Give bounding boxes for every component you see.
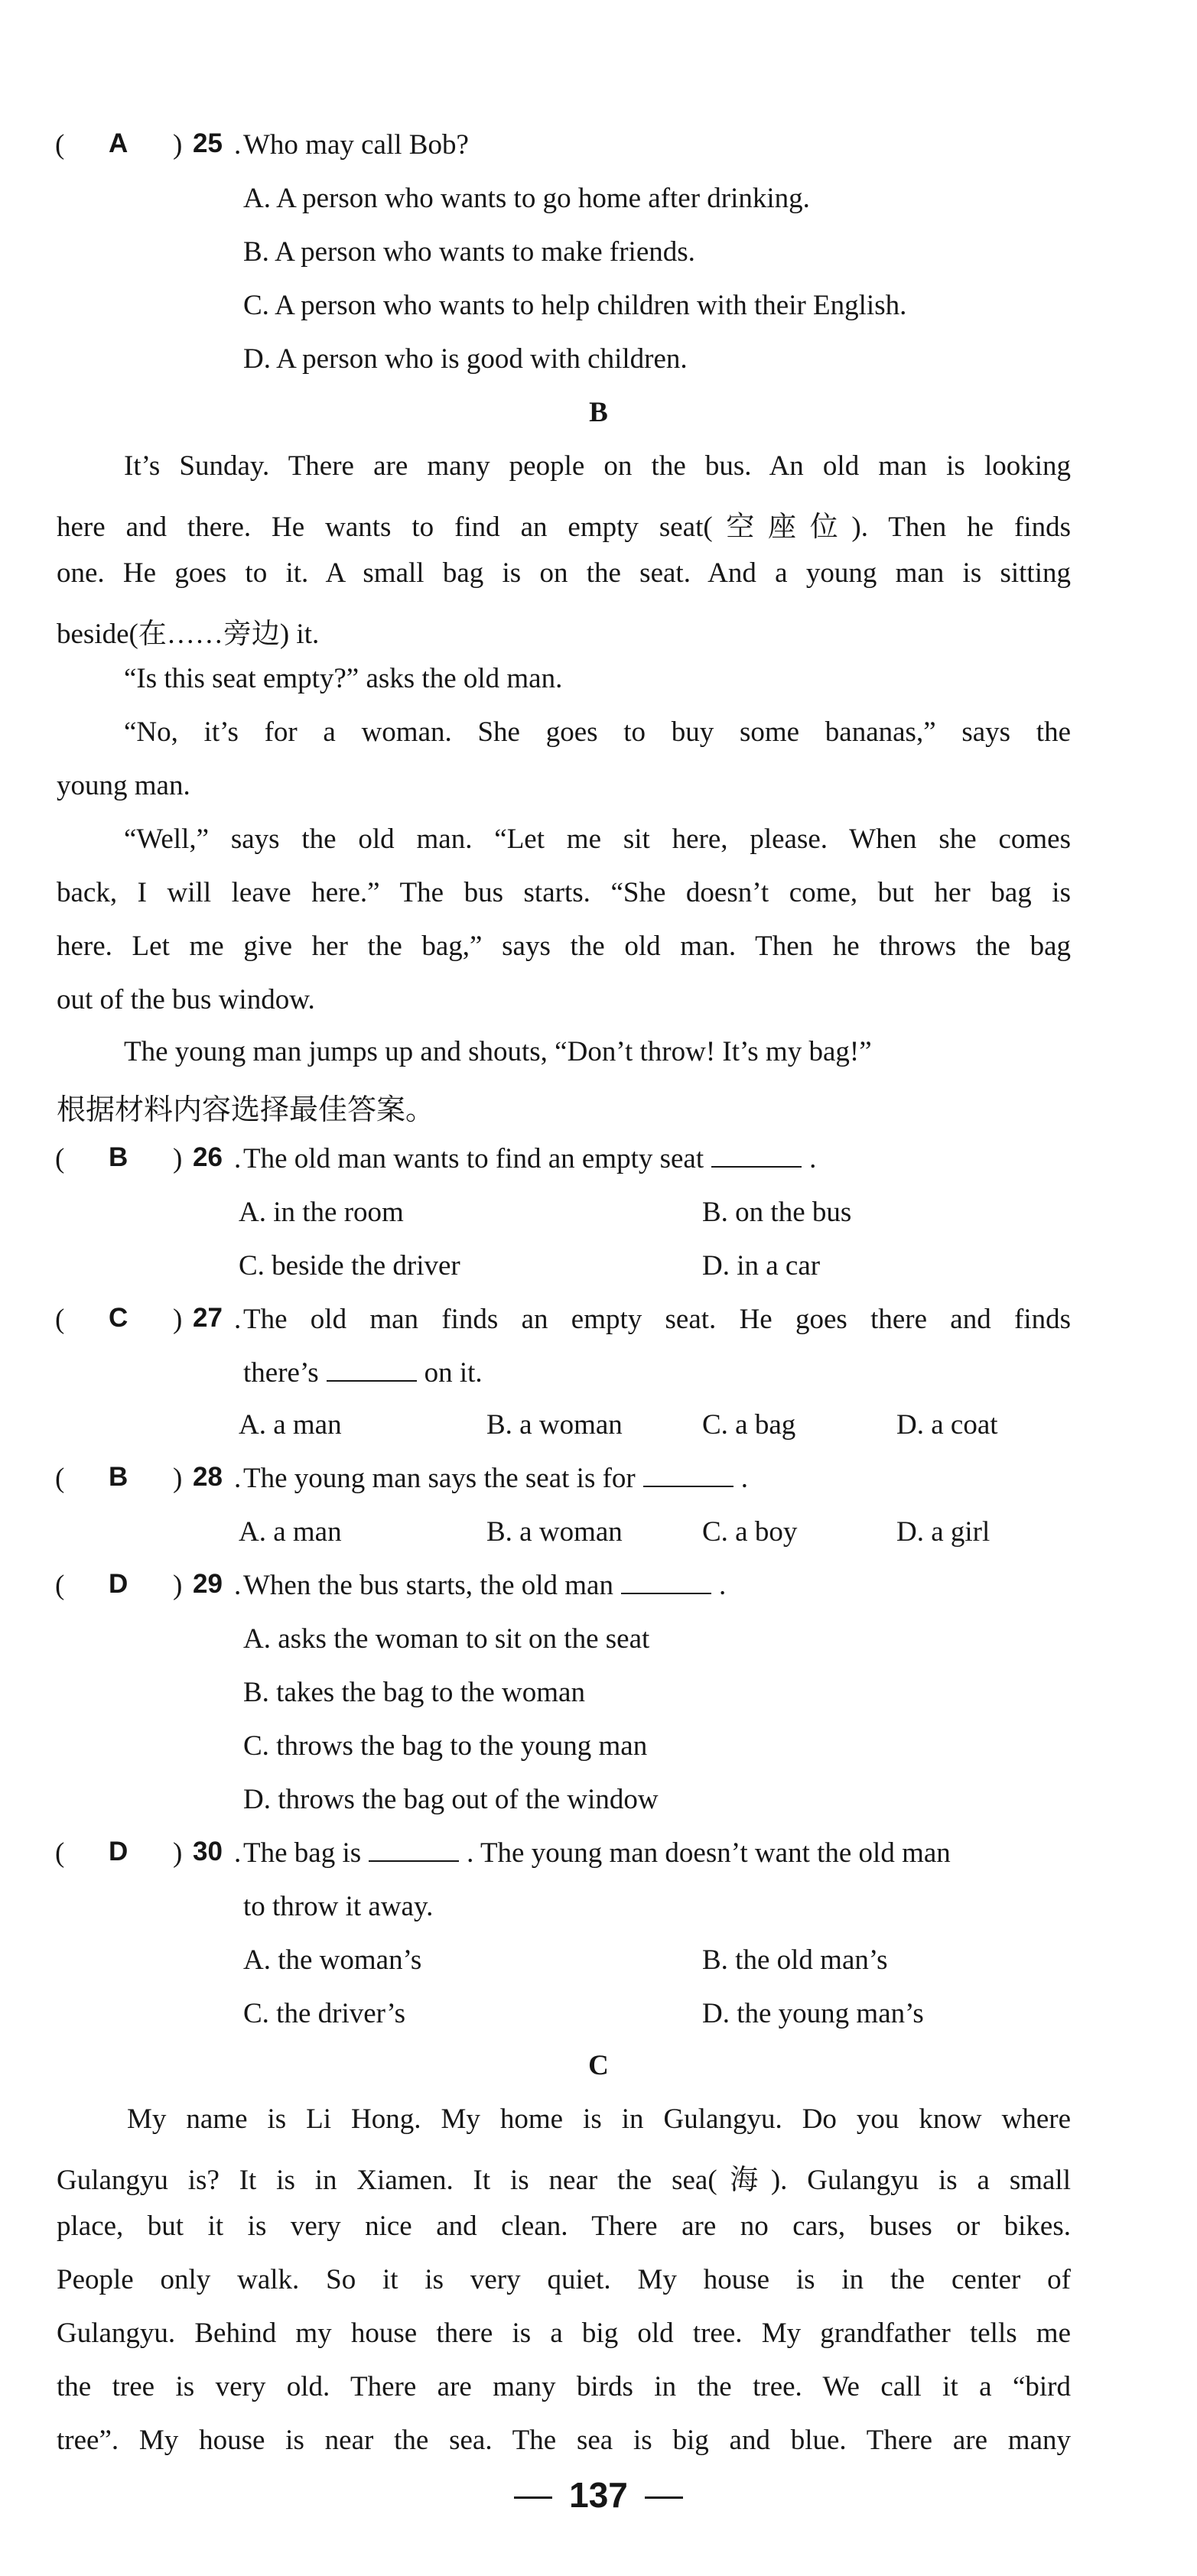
option: C. throws the bag to the young man xyxy=(243,1730,648,1762)
answer-blank xyxy=(369,1840,459,1862)
question-dot: . xyxy=(234,1570,242,1601)
question-number: 29 xyxy=(193,1569,223,1599)
section-heading-b: B xyxy=(589,397,608,428)
passage-line: place, but it is very nice and clean. There are no cars, buses or bikes. xyxy=(57,2211,1071,2242)
passage-line: Gulangyu is? It is in Xiamen. It is near the sea(海). Gulangyu is a small xyxy=(57,2165,1071,2196)
passage-line: here and there. He wants to find an empty seat(空座位). Then he finds xyxy=(57,512,1071,543)
passage-line: tree”. My house is near the sea. The sea is big and blue. There are many xyxy=(57,2425,1071,2456)
passage-line: Gulangyu. Behind my house there is a big old tree. My grandfather tells me xyxy=(57,2318,1071,2349)
option: B. A person who wants to make friends. xyxy=(243,236,695,268)
answer-letter: B xyxy=(109,1142,128,1172)
footer-dash xyxy=(514,2496,552,2499)
question-stem: The old man wants to find an empty seat . xyxy=(243,1143,817,1174)
question-dot: . xyxy=(234,1837,242,1869)
question-27 xyxy=(0,1303,1197,1349)
option: A. in the room xyxy=(239,1197,404,1228)
option: B. on the bus xyxy=(702,1197,852,1228)
paren-open: ( xyxy=(55,1837,65,1869)
option: B. a woman xyxy=(486,1516,623,1548)
option: D. throws the bag out of the window xyxy=(243,1784,659,1815)
answer-letter: B xyxy=(109,1462,128,1492)
option: A. asks the woman to sit on the seat xyxy=(243,1623,650,1655)
question-dot: . xyxy=(234,129,242,161)
instruction: 根据材料内容选择最佳答案。 xyxy=(57,1093,435,1126)
passage-line: It’s Sunday. There are many people on the bus. An old man is looking xyxy=(124,450,1071,482)
option: B. the old man’s xyxy=(702,1944,888,1976)
question-stem: The young man says the seat is for . xyxy=(243,1463,748,1494)
question-stem-continued: to throw it away. xyxy=(243,1891,434,1922)
paren-open: ( xyxy=(55,129,65,161)
passage-line: beside(在……旁边) it. xyxy=(57,619,320,650)
question-28 xyxy=(0,1462,1197,1508)
question-26 xyxy=(0,1142,1197,1188)
paren-open: ( xyxy=(55,1463,65,1494)
answer-blank xyxy=(621,1573,711,1594)
footer-dash xyxy=(645,2496,683,2499)
option: B. a woman xyxy=(486,1409,623,1441)
option: C. A person who wants to help children with their English. xyxy=(243,290,907,321)
question-dot: . xyxy=(234,1304,242,1335)
option: A. a man xyxy=(239,1409,342,1441)
option: C. beside the driver xyxy=(239,1250,460,1282)
passage-line: “Well,” says the old man. “Let me sit here, please. When she comes xyxy=(124,823,1071,855)
passage-line: The young man jumps up and shouts, “Don’t throw! It’s my bag!” xyxy=(124,1036,872,1067)
option: B. takes the bag to the woman xyxy=(243,1677,585,1708)
option: D. A person who is good with children. xyxy=(243,343,688,375)
page-footer xyxy=(0,2474,1197,2516)
question-number: 27 xyxy=(193,1303,223,1333)
answer-blank xyxy=(327,1360,417,1382)
option: D. a girl xyxy=(896,1516,990,1548)
passage-line: young man. xyxy=(57,770,190,801)
option: D. a coat xyxy=(896,1409,998,1441)
passage-line: one. He goes to it. A small bag is on the seat. And a young man is sitting xyxy=(57,557,1071,589)
paren-open: ( xyxy=(55,1570,65,1601)
question-number: 30 xyxy=(193,1837,223,1866)
paren-close: ) xyxy=(173,1463,183,1494)
paren-open: ( xyxy=(55,1143,65,1174)
option: A. the woman’s xyxy=(243,1944,422,1976)
question-25 xyxy=(0,128,1197,174)
page-number: 137 xyxy=(569,2475,628,2515)
option: A. a man xyxy=(239,1516,342,1548)
paren-close: ) xyxy=(173,1570,183,1601)
paren-open: ( xyxy=(55,1304,65,1335)
question-30 xyxy=(0,1837,1197,1882)
passage-line: out of the bus window. xyxy=(57,984,315,1015)
paren-close: ) xyxy=(173,129,183,161)
question-stem: The old man finds an empty seat. He goes there and finds xyxy=(243,1304,1071,1335)
question-dot: . xyxy=(234,1143,242,1174)
option: D. in a car xyxy=(702,1250,821,1282)
answer-letter: A xyxy=(109,128,128,158)
question-stem: The bag is . The young man doesn’t want the old man xyxy=(243,1837,951,1869)
option: C. a bag xyxy=(702,1409,796,1441)
question-dot: . xyxy=(234,1463,242,1494)
paren-close: ) xyxy=(173,1143,183,1174)
answer-blank xyxy=(643,1466,733,1487)
option: A. A person who wants to go home after drinking. xyxy=(243,183,810,214)
passage-line: “Is this seat empty?” asks the old man. xyxy=(124,663,563,694)
question-stem: Who may call Bob? xyxy=(243,129,469,161)
option: C. a boy xyxy=(702,1516,798,1548)
passage-line: “No, it’s for a woman. She goes to buy some bananas,” says the xyxy=(124,716,1071,748)
option: C. the driver’s xyxy=(243,1998,406,2029)
passage-line: My name is Li Hong. My home is in Gulangyu. Do you know where xyxy=(127,2103,1071,2135)
answer-blank xyxy=(711,1146,802,1168)
option: D. the young man’s xyxy=(702,1998,924,2029)
passage-line: the tree is very old. There are many birds in the tree. We call it a “bird xyxy=(57,2371,1071,2402)
question-number: 26 xyxy=(193,1142,223,1172)
passage-line: People only walk. So it is very quiet. My house is in the center of xyxy=(57,2264,1071,2295)
answer-letter: C xyxy=(109,1303,128,1333)
passage-line: here. Let me give her the bag,” says the old man. Then he throws the bag xyxy=(57,931,1071,962)
question-29 xyxy=(0,1569,1197,1615)
section-heading-c: C xyxy=(588,2050,609,2081)
question-stem: When the bus starts, the old man . xyxy=(243,1570,727,1601)
paren-close: ) xyxy=(173,1837,183,1869)
question-stem-continued: there’s on it. xyxy=(243,1357,483,1389)
answer-letter: D xyxy=(109,1837,128,1866)
paren-close: ) xyxy=(173,1304,183,1335)
passage-line: back, I will leave here.” The bus starts. “She doesn’t come, but her bag is xyxy=(57,877,1071,908)
question-number: 25 xyxy=(193,128,223,158)
question-number: 28 xyxy=(193,1462,223,1492)
answer-letter: D xyxy=(109,1569,128,1599)
